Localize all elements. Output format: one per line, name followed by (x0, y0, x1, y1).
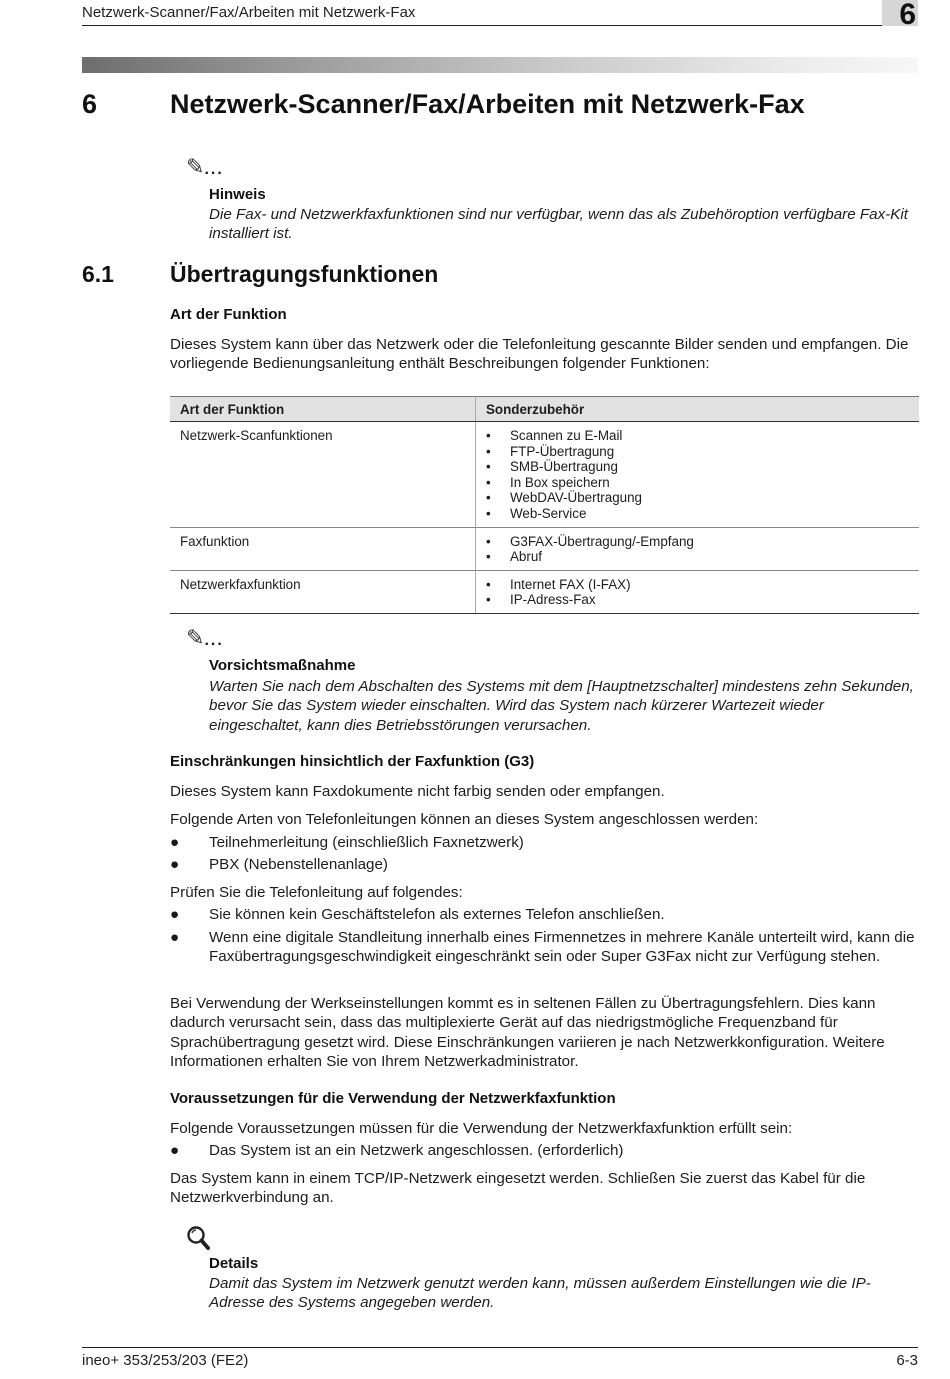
table-cell-function: Faxfunktion (170, 527, 476, 570)
table-header-cell: Art der Funktion (170, 397, 476, 422)
note-text: Warten Sie nach dem Abschalten des Systems mit dem [Hauptnetzschalter] mindestens zehn Sekunden, bevor Sie das System wieder einschalten. Wird das System nach kürzerer Wartezeit wieder eingeschaltet, kann dies Betriebsstörungen verursachen. (209, 678, 914, 734)
bullet-dot: ● (170, 834, 180, 851)
footer-page-number: 6-3 (896, 1352, 918, 1369)
paragraph-art: Dieses System kann über das Netzwerk oder die Telefonleitung gescannte Bilder senden und empfangen. Die vorliegende Bedienungsanleitung enthält Beschreibungen folgender Funktionen: (170, 336, 909, 373)
paragraph: Folgende Arten von Telefonleitungen können an dieses System angeschlossen werden: (170, 811, 759, 828)
list-item: • Abruf (486, 549, 909, 565)
subheading-netfax: Voraussetzungen für die Verwendung der Netzwerkfaxfunktion (170, 1090, 616, 1107)
subheading-g3: Einschränkungen hinsichtlich der Faxfunktion (G3) (170, 753, 535, 770)
table-header-cell: Sonderzubehör (476, 397, 920, 422)
paragraph: Prüfen Sie die Telefonleitung auf folgendes: (170, 884, 463, 901)
table-cell-items (476, 422, 920, 528)
running-header: Netzwerk-Scanner/Fax/Arbeiten mit Netzwerk-Fax (82, 4, 416, 21)
paragraph: Das System kann in einem TCP/IP-Netzwerk eingesetzt werden. Schließen Sie zuerst das Kabel für die Netzwerkverbindung an. (170, 1170, 866, 1207)
list-item: • G3FAX-Übertragung/-Empfang (486, 534, 909, 550)
table-row (170, 422, 919, 528)
bullet-dot: ● (170, 856, 180, 873)
bullet-text: Wenn eine digitale Standleitung innerhalb eines Firmennetzes in mehrere Kanäle unterteilt wird, kann die Faxübertragungsgeschwindigkeit eingeschränkt sein oder Super G3Fax nicht zur Verfügung stehen. (209, 929, 915, 966)
note-dots: ... (204, 632, 224, 649)
note-label: Vorsichtsmaßnahme (209, 657, 356, 674)
section-number: 6.1 (82, 261, 114, 287)
note-label: Hinweis (209, 186, 266, 203)
note-text: Damit das System im Netzwerk genutzt werden kann, müssen außerdem Einstellungen wie die IP-Adresse des Systems angegeben werden. (209, 1275, 871, 1312)
bullet-dot: ● (170, 929, 180, 946)
table-row (170, 527, 919, 570)
item-list (486, 577, 909, 608)
item-list (486, 428, 909, 522)
list-item: • IP-Adress-Fax (486, 592, 909, 608)
table-cell-items (476, 527, 920, 570)
table-cell-function: Netzwerk-Scanfunktionen (170, 422, 476, 528)
note-vorsicht (186, 626, 224, 650)
paragraph: Dieses System kann Faxdokumente nicht farbig senden oder empfangen. (170, 783, 665, 800)
bullet-text: Sie können kein Geschäftstelefon als externes Telefon anschließen. (209, 906, 665, 923)
note-dots: ... (204, 161, 224, 178)
magnifier-icon (186, 1225, 210, 1251)
note-hinweis (186, 155, 224, 179)
item-list (486, 534, 909, 565)
list-item: • SMB-Übertragung (486, 459, 909, 475)
table-cell-items (476, 570, 920, 613)
list-item: • In Box speichern (486, 475, 909, 491)
list-item: • WebDAV-Übertragung (486, 490, 909, 506)
section-title: Übertragungsfunktionen (170, 261, 439, 287)
note-label: Details (209, 1255, 259, 1272)
pencil-icon: ✎ (186, 625, 205, 650)
paragraph: Bei Verwendung der Werkseinstellungen kommt es in seltenen Fällen zu Übertragungsfehlern. Dies kann dadurch verursacht sein, dass das multiplexierte Gerät auf das niedrigstmögliche Frequenzband für Sprachübertragung gesetzt wird. Diese Einschränkungen variieren je nach Netzwerkkonfiguration. Weitere Informationen erhalten Sie von Ihrem Netzwerkadministrator. (170, 995, 885, 1071)
chapter-gradient-bar (82, 57, 918, 73)
table-header-row (170, 397, 919, 422)
subheading-art: Art der Funktion (170, 306, 287, 323)
header-rule (82, 25, 882, 26)
footer-rule (82, 1347, 918, 1348)
function-table (170, 396, 919, 614)
bullet-dot: ● (170, 906, 180, 923)
list-item: • Web-Service (486, 506, 909, 522)
chapter-tab-number: 6 (899, 0, 916, 31)
list-item: • FTP-Übertragung (486, 444, 909, 460)
list-item: • Scannen zu E-Mail (486, 428, 909, 444)
bullet-text: PBX (Nebenstellenanlage) (209, 856, 388, 873)
pencil-icon: ✎ (186, 154, 205, 179)
bullet-text: Teilnehmerleitung (einschließlich Faxnetzwerk) (209, 834, 524, 851)
chapter-title: Netzwerk-Scanner/Fax/Arbeiten mit Netzwerk-Fax (170, 89, 805, 119)
list-item: • Internet FAX (I-FAX) (486, 577, 909, 593)
bullet-text: Das System ist an ein Netzwerk angeschlossen. (erforderlich) (209, 1142, 624, 1159)
note-text: Die Fax- und Netzwerkfaxfunktionen sind nur verfügbar, wenn das als Zubehöroption verfügbare Fax-Kit installiert ist. (209, 206, 908, 243)
chapter-number: 6 (82, 89, 98, 119)
footer-product: ineo+ 353/253/203 (FE2) (82, 1352, 249, 1369)
bullet-dot: ● (170, 1142, 180, 1159)
table-row (170, 570, 919, 613)
paragraph: Folgende Voraussetzungen müssen für die Verwendung der Netzwerkfaxfunktion erfüllt sein: (170, 1120, 793, 1137)
table-cell-function: Netzwerkfaxfunktion (170, 570, 476, 613)
